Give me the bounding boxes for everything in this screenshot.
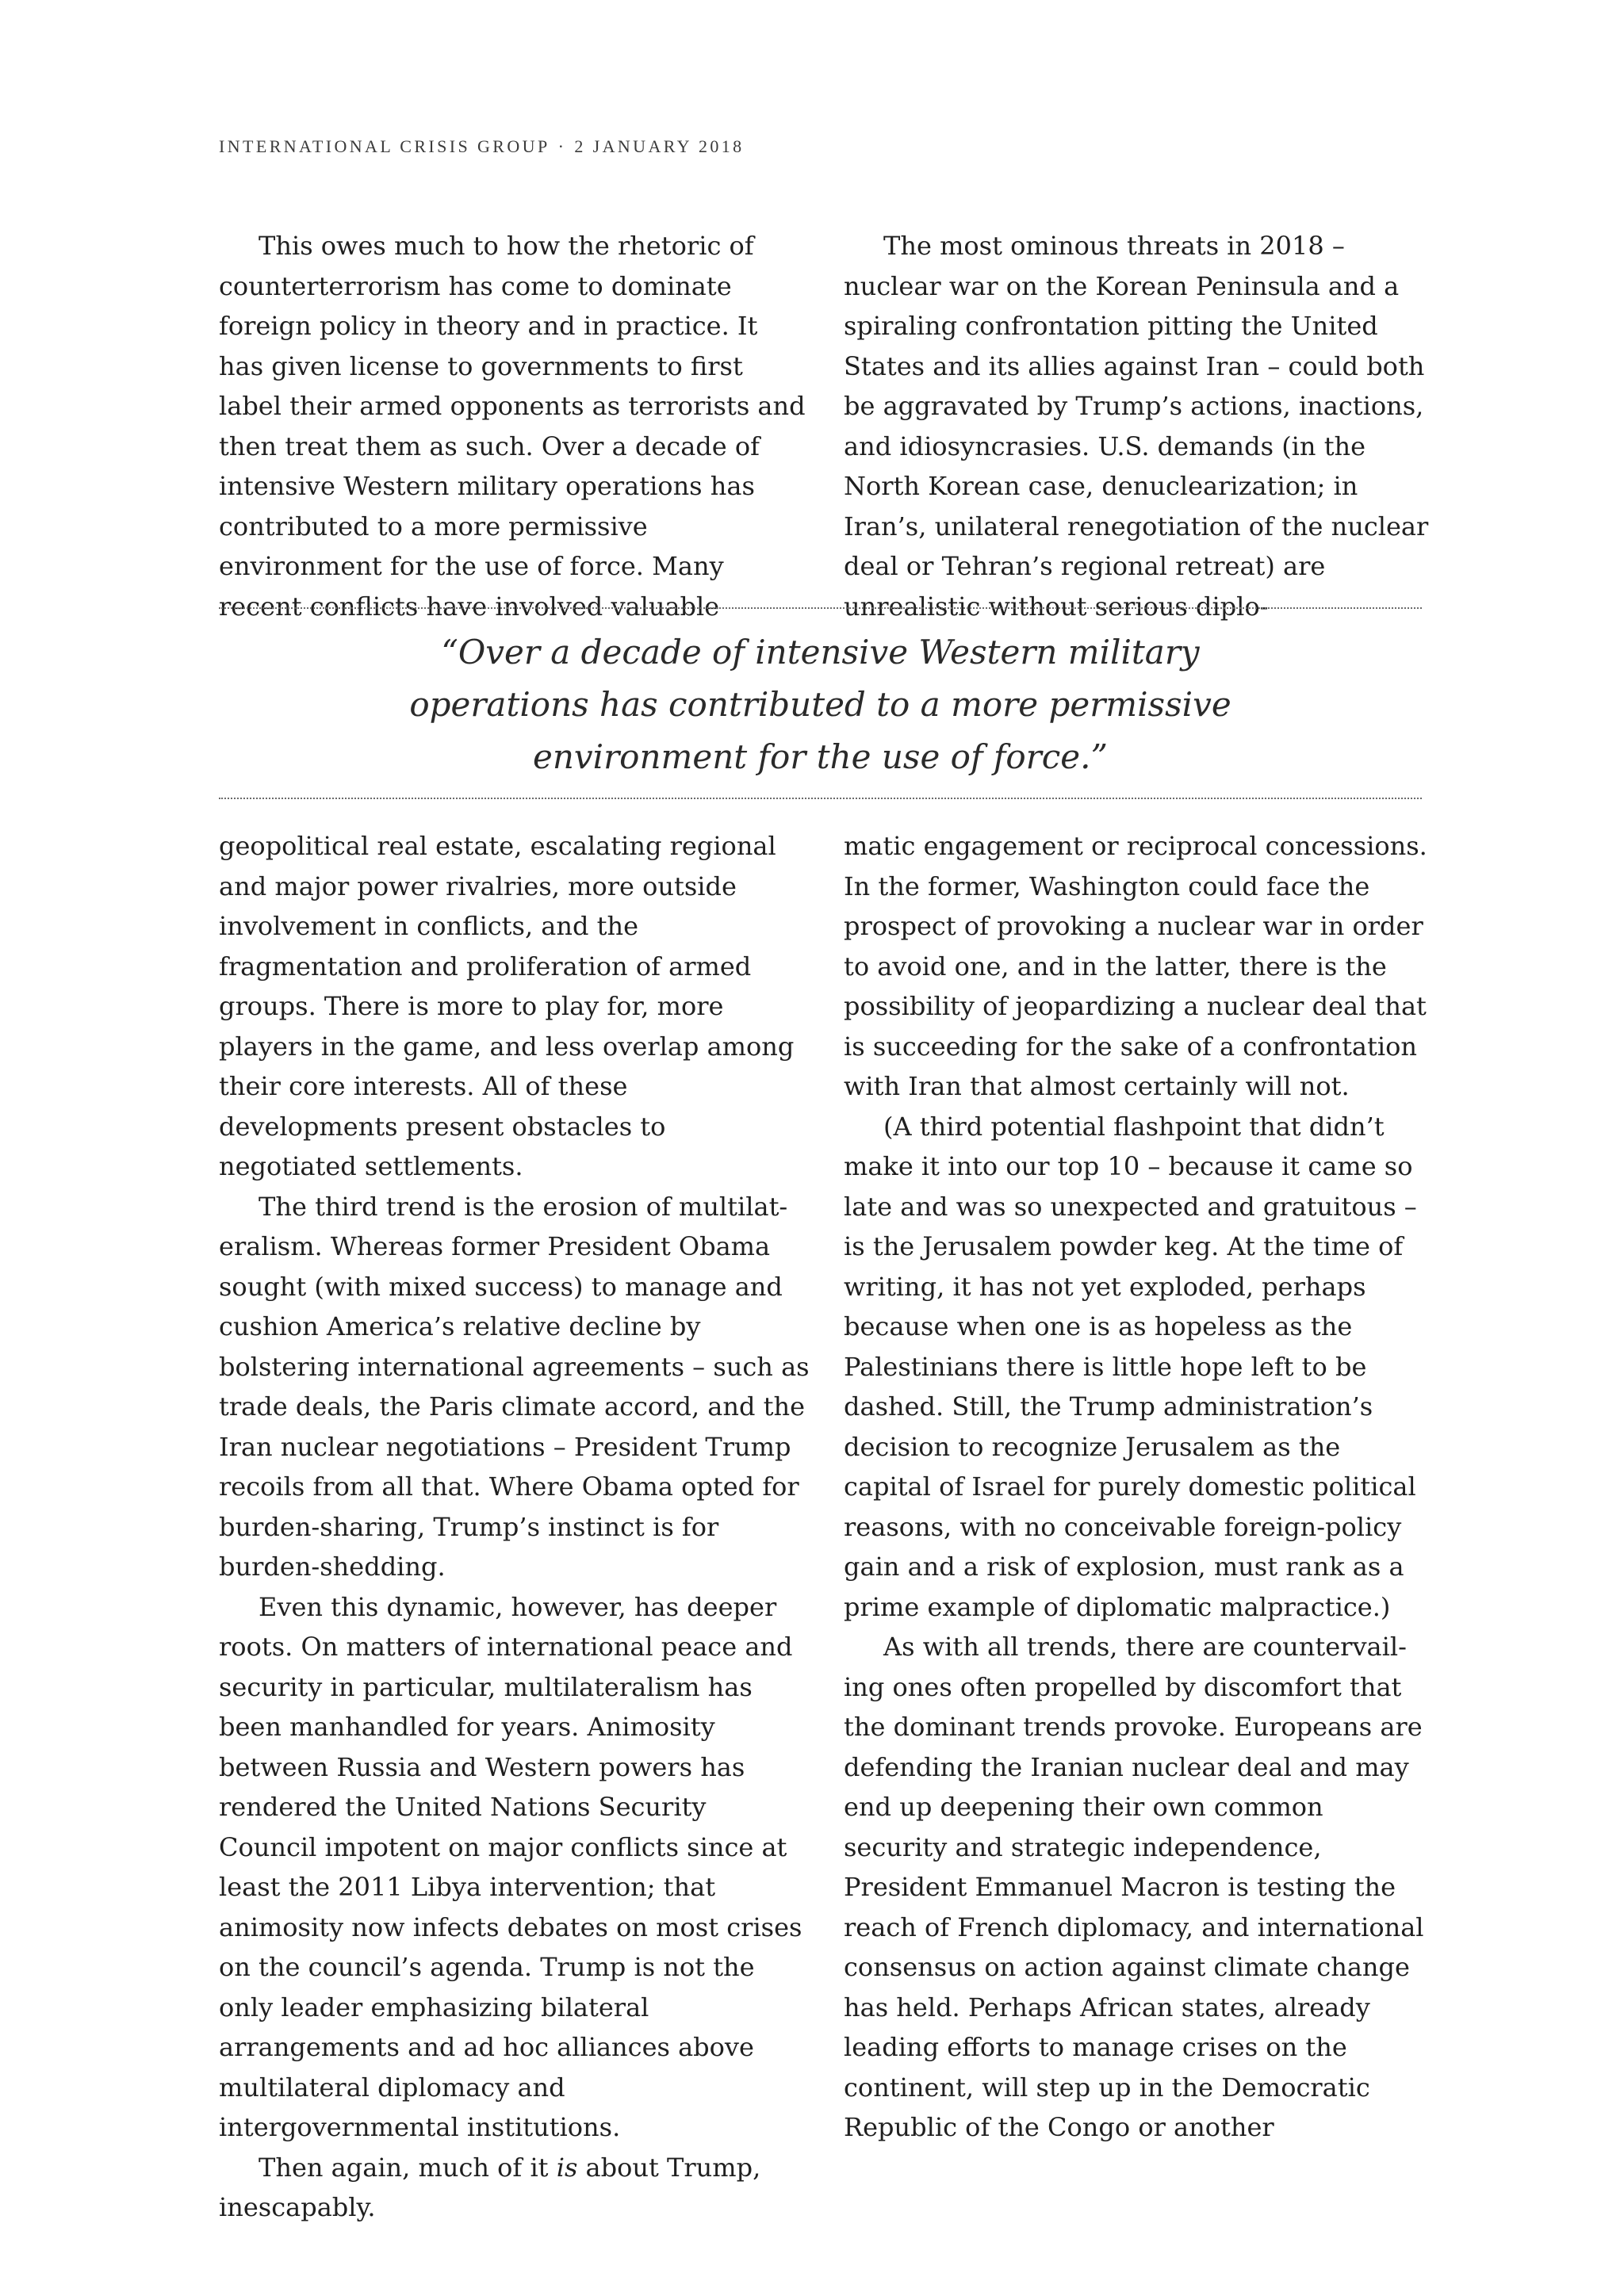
paragraph: As with all trends, there are countervailing ones often propelled by discomfort that the dominant trends provoke. Europeans are defending the Iranian nuclear deal and may end up deepening their own common security and strategic independence, President Emmanuel Macron is testing the reach of French diplomacy, and international consensus on action against climate change has held. Perhaps African states, already leading efforts to manage crises on the continent, will step up in the Democratic Republic of the Congo or another <box>844 1632 1424 2142</box>
paragraph: (A third potential flashpoint that didn’t make it into our top 10 – because it came so late and was so unexpected and gratuitous – is the Jerusalem powder keg. At the time of writing, it has not yet exploded, perhaps because when one is as hopeless as the Palestinians there is little hope left to be dashed. Still, the Trump administration’s decision to recognize Jerusalem as the capital of Israel for purely domestic political reasons, with no conceivable foreign-policy gain and a risk of explosion, must rank as a prime example of diplomatic malpractice.) <box>844 1111 1417 1622</box>
paragraph: Even this dynamic, however, has deeper roots. On matters of international peace and security in particular, multilateralism has been manhandled for years. Animosity between Russia and Western powers has rendered the United Nations Security Council impotent on major conflicts since at least the 2011 Libya intervention; that animosity now infects debates on most crises on the council’s agenda. Trump is not the only leader emphasizing bilateral arrangements and ad hoc alliances above multilateral diplomacy and intergovernmental institutions. <box>219 1591 802 2142</box>
header-date: 2 JANUARY 2018 <box>574 136 745 156</box>
column-bottom-right <box>844 826 1434 2148</box>
paragraph: geopolitical real estate, escalating regional and major power rivalries, more outside involvement in conflicts, and the fragmentation and proliferation of armed groups. There is more to play for, more players in the game, and less overlap among their core interests. All of these developments present obstacles to negotiated settlements. <box>219 831 795 1181</box>
pull-quote-line: “Over a decade of intensive Western military <box>441 633 1200 672</box>
paragraph: matic engagement or reciprocal concessions. In the former, Washington could face the prospect of provoking a nuclear war in order to avoid one, and in the latter, there is the possibility of jeopardizing a nuclear deal that is succeeding for the sake of a confrontation with Iran that almost certainly will not. <box>844 831 1427 1101</box>
pull-quote-line: environment for the use of force.” <box>533 737 1108 776</box>
pull-quote-line: operations has contributed to a more permissive <box>409 685 1231 724</box>
column-top-left <box>219 226 810 626</box>
column-top-right <box>844 226 1434 626</box>
pull-quote-bottom-rule <box>219 798 1422 799</box>
column-bottom-left <box>219 826 810 2228</box>
paragraph: The most ominous threats in 2018 – nuclear war on the Korean Peninsula and a spiraling confrontation pitting the United States and its allies against Iran – could both be aggravated by Trump’s actions, inactions, and idiosyncrasies. U.S. demands (in the North Korean case, denuclearization; in Iran’s, unilateral renegotiation of the nuclear deal or Tehran’s regional retreat) are unrealistic without serious diplo- <box>844 231 1429 622</box>
paragraph <box>219 2148 810 2228</box>
paragraph: This owes much to how the rhetoric of counterterrorism has come to dominate foreign policy in theory and in practice. It has given license to governments to first label their armed opponents as terrorists and then treat them as such. Over a decade of intensive Western military operations has contributed to a more permissive environment for the use of force. Many recent conflicts have involved valuable <box>219 231 806 622</box>
pull-quote-top-rule <box>219 607 1422 609</box>
running-header <box>219 136 745 157</box>
header-separator: · <box>557 136 567 156</box>
paragraph: The third trend is the erosion of multilateralism. Whereas former President Obama sought (with mixed success) to manage and cushion America’s relative decline by bolstering international agreements – such as trade deals, the Paris climate accord, and the Iran nuclear negotiations – President Trump recoils from all that. Where Obama opted for burden-sharing, Trump’s instinct is for burden-shedding. <box>219 1191 810 1582</box>
pull-quote <box>377 626 1263 783</box>
text-run: Then again, much of it <box>259 2152 557 2183</box>
header-organization: INTERNATIONAL CRISIS GROUP <box>219 136 550 156</box>
emphasis-text: is <box>556 2152 578 2183</box>
text-run: about Trump, inescapably. <box>219 2152 761 2222</box>
